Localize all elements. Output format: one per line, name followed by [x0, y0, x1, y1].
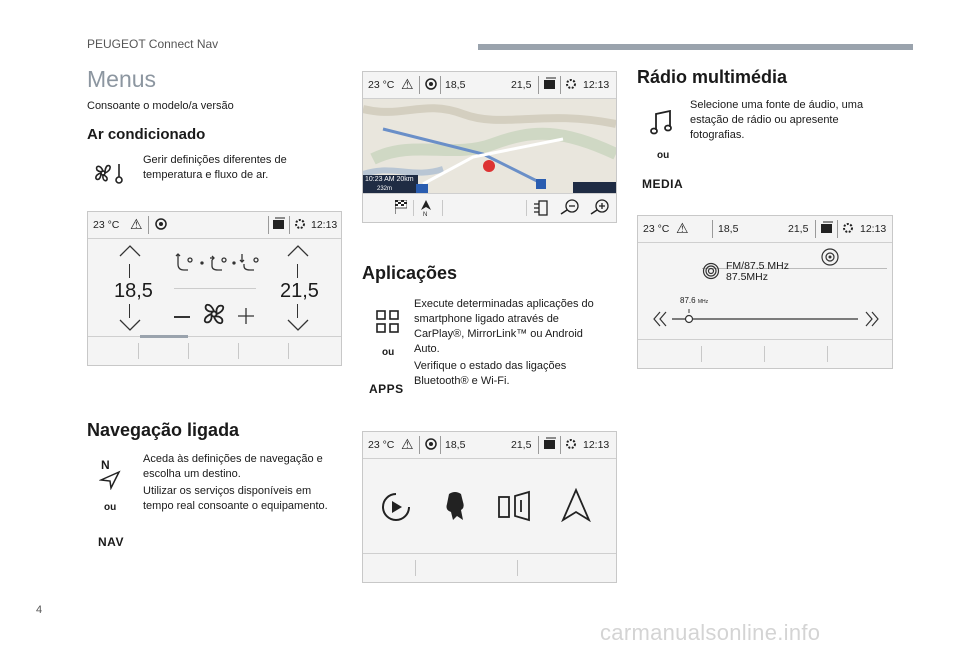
apps-keyword: APPS — [369, 382, 404, 396]
bottom-tab-bar — [363, 553, 616, 582]
svg-text:N: N — [423, 212, 428, 217]
status-bar — [363, 72, 616, 99]
tuner-slider[interactable] — [652, 309, 880, 329]
ac-screen — [87, 211, 342, 366]
radio-screen — [637, 215, 893, 369]
compass-north-icon[interactable] — [419, 199, 433, 217]
right-temp-label: 21,5 — [511, 439, 532, 451]
left-temp-line — [129, 264, 130, 278]
divider — [174, 288, 256, 289]
navigation-arrow-icon — [99, 470, 121, 490]
right-temp-down-chevron-icon[interactable] — [286, 318, 310, 332]
header-bar — [478, 44, 913, 50]
fan-plus-icon[interactable] — [238, 308, 254, 324]
right-temp-value: 21,5 — [280, 280, 319, 302]
broadcast-icon — [702, 262, 720, 280]
route-options-icon[interactable] — [533, 200, 549, 216]
radio-description: Selecione uma fonte de áudio, uma estação de rádio ou apresente fotografias. — [690, 99, 864, 141]
warning-icon[interactable]: ⚠ — [676, 220, 689, 236]
settings-icon[interactable] — [424, 77, 438, 91]
right-temp-line-2 — [297, 304, 298, 318]
nav-toolbar — [363, 193, 616, 222]
intro-text: Consoante o modelo/a versão — [87, 100, 234, 112]
left-temp-line-2 — [129, 304, 130, 318]
nav-heading: Navegação ligada — [87, 420, 240, 440]
gear-icon[interactable] — [293, 217, 307, 231]
phone-icon[interactable] — [820, 221, 834, 235]
apps-heading: Aplicações — [362, 263, 458, 283]
clock-label: 12:13 — [583, 79, 610, 91]
active-tab-indicator — [140, 335, 188, 338]
apps-screen — [362, 431, 617, 583]
left-temp-down-chevron-icon[interactable] — [118, 318, 142, 332]
phone-mirroring-icon[interactable] — [497, 490, 531, 522]
left-temp-label: 18,5 — [445, 79, 466, 91]
map-view[interactable] — [363, 99, 616, 194]
warning-icon[interactable]: ⚠ — [401, 76, 414, 92]
play-icon[interactable] — [381, 492, 411, 522]
airflow-modes-icon[interactable] — [172, 252, 262, 274]
nav-description-1: Aceda às definições de navegação e escolha um destino. — [143, 453, 323, 480]
ac-heading: Ar condicionado — [87, 126, 206, 143]
tuner-frequency — [680, 296, 708, 305]
radio-or: ou — [657, 150, 670, 161]
right-temp-label: 21,5 — [511, 79, 532, 91]
bottom-tab-bar — [88, 336, 341, 365]
zoom-in-icon[interactable] — [590, 199, 610, 215]
clock-label: 12:13 — [583, 439, 610, 451]
nav-description-2: Utilizar os serviços disponíveis em tempo real consoante o equipamento. — [143, 485, 328, 512]
north-label: N — [101, 458, 110, 472]
page-number: 4 — [36, 604, 43, 616]
phone-icon[interactable] — [543, 77, 557, 91]
temperature-label: 23 °C — [368, 79, 395, 91]
connected-nav-icon[interactable] — [561, 488, 591, 522]
watermark: carmanualsonline.info — [600, 620, 821, 645]
left-temp-label: 18,5 — [718, 223, 739, 235]
apps-grid-icon — [376, 310, 400, 334]
temperature-label: 23 °C — [368, 439, 395, 451]
radio-keyword: MEDIA — [642, 177, 684, 191]
fan-icon — [200, 300, 228, 328]
status-bar — [88, 212, 341, 239]
phone-icon[interactable] — [272, 217, 286, 231]
header-title: PEUGEOT Connect Nav — [87, 37, 219, 51]
page-title: Menus — [87, 66, 157, 92]
settings-icon[interactable] — [424, 437, 438, 451]
checkered-flag-icon[interactable] — [395, 200, 407, 214]
warning-icon[interactable]: ⚠ — [401, 436, 414, 452]
zoom-out-icon[interactable] — [560, 199, 580, 215]
right-temp-line — [297, 264, 298, 278]
settings-icon[interactable] — [154, 217, 168, 231]
clock-label: 12:13 — [860, 223, 887, 235]
peugeot-lion-icon[interactable] — [441, 490, 469, 522]
nav-keyword: NAV — [98, 535, 124, 549]
fan-minus-icon[interactable] — [174, 316, 190, 318]
tuner-frequency-unit: MHz — [697, 299, 709, 305]
gear-icon[interactable] — [564, 77, 578, 91]
right-temp-label: 21,5 — [788, 223, 809, 235]
nav-or: ou — [104, 502, 117, 513]
right-temp-up-chevron-icon[interactable] — [286, 244, 310, 258]
map-distance: 232m — [377, 186, 393, 192]
gear-icon[interactable] — [564, 437, 578, 451]
tuner-frequency-value: 87.6 — [680, 296, 696, 305]
apps-description-2: Verifique o estado das ligações Bluetooth® e Wi-Fi. — [414, 360, 567, 387]
radio-heading: Rádio multimédia — [637, 67, 788, 87]
left-temp-label: 18,5 — [445, 439, 466, 451]
left-temp-up-chevron-icon[interactable] — [118, 244, 142, 258]
bottom-tab-bar — [638, 339, 892, 368]
map-eta: 10:23 AM 20km — [365, 176, 414, 183]
status-bar — [638, 216, 892, 243]
station-frequency: 87.5MHz — [726, 271, 769, 283]
fan-thermometer-icon — [92, 160, 124, 186]
apps-or: ou — [382, 347, 395, 358]
temperature-label: 23 °C — [93, 219, 120, 231]
status-bar — [363, 432, 616, 459]
clock-label: 12:13 — [311, 219, 338, 231]
left-temp-value: 18,5 — [114, 280, 153, 302]
apps-description-1: Execute determinadas aplicações do smartphone ligado através de CarPlay®, MirrorLink™ ou Android Auto. — [414, 298, 594, 355]
music-note-icon — [650, 110, 674, 136]
radio-source-icon[interactable] — [820, 247, 840, 267]
warning-icon[interactable]: ⚠ — [130, 216, 143, 232]
temperature-label: 23 °C — [643, 223, 670, 235]
gear-icon[interactable] — [841, 221, 855, 235]
phone-icon[interactable] — [543, 437, 557, 451]
ac-description: Gerir definições diferentes de temperatura e fluxo de ar. — [143, 154, 287, 181]
nav-screen — [362, 71, 617, 223]
station-name: FM/87.5 MHz — [726, 260, 790, 272]
